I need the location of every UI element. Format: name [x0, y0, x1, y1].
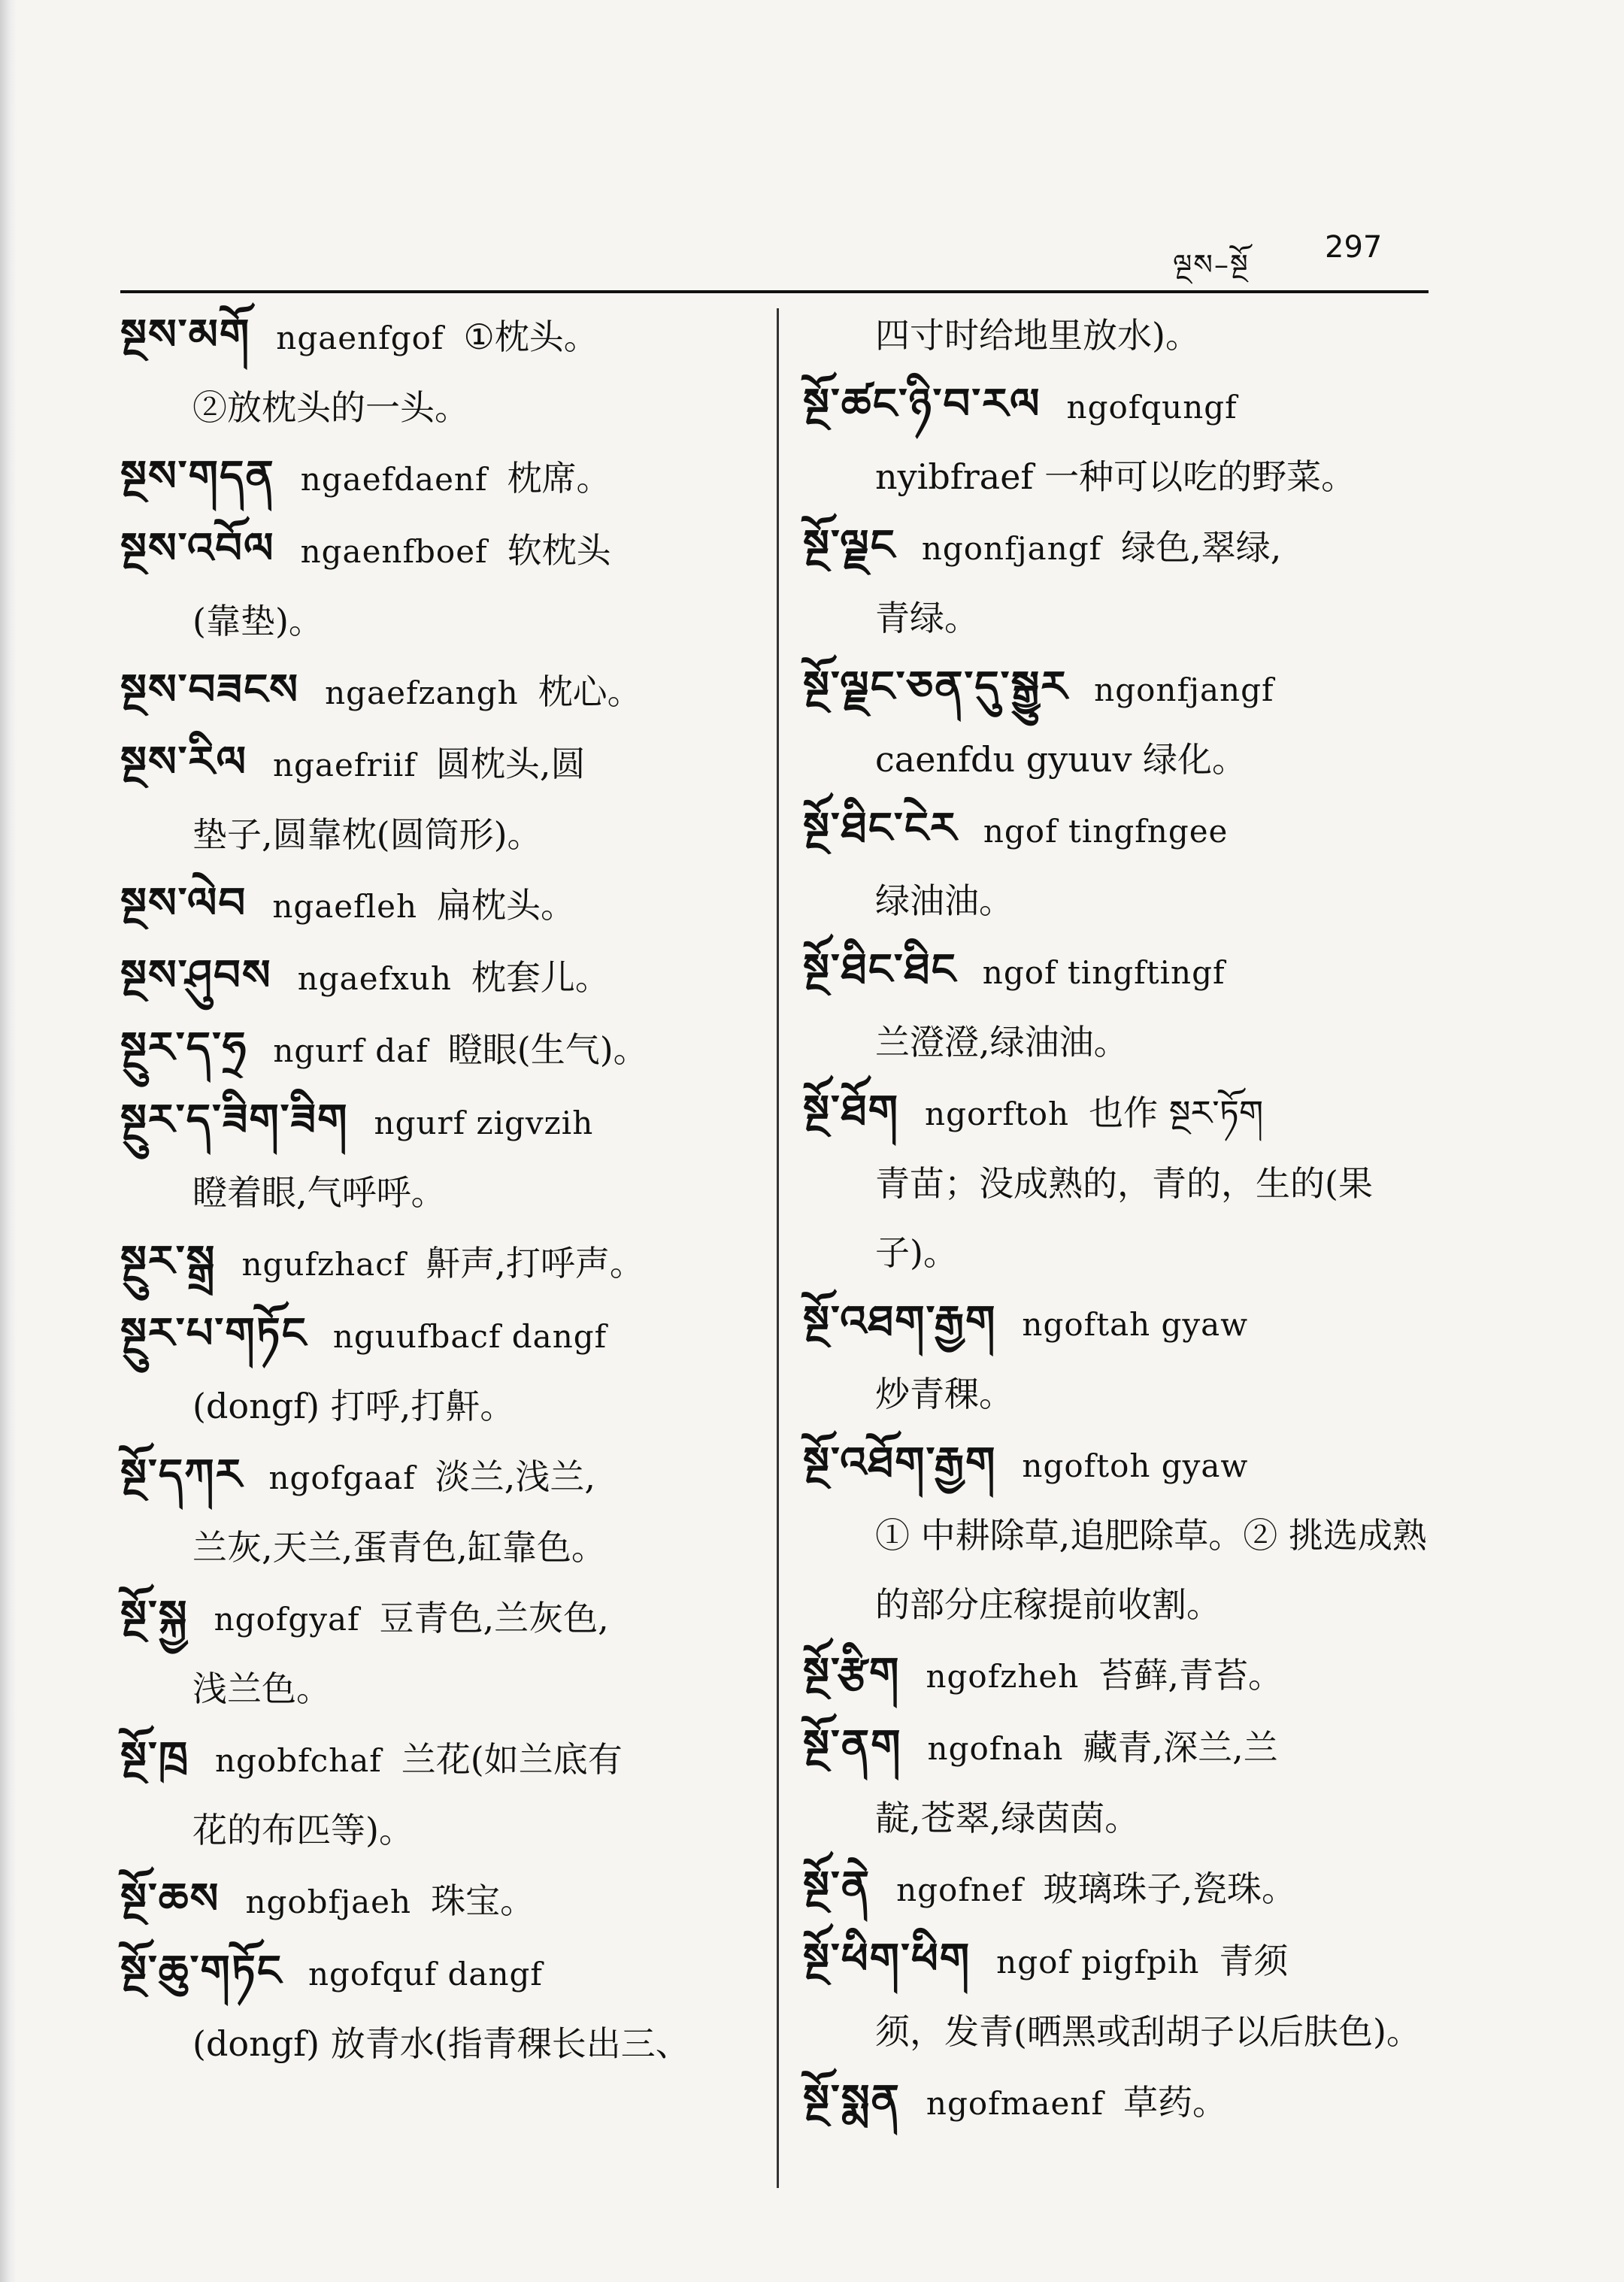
headword-tibetan: སྔོ་ལྗང་ཅན་དུ་སྒྱུར	[803, 662, 1069, 711]
dictionary-entry	[120, 301, 759, 442]
headword-tibetan: སྔོ་ལྗང	[803, 521, 896, 570]
dictionary-entry	[803, 1639, 1442, 1711]
definition-continued: caenfdu gyuuv 绿化。	[875, 739, 1247, 780]
definition-continued: (dongf) 放青水(指青稞长出三、	[192, 2023, 690, 2064]
dictionary-entry	[803, 935, 1442, 1077]
headword-tibetan: སྔོ་ཆས	[120, 1874, 220, 1923]
headword-tibetan: སྔུར་ད་ཧྲ	[120, 1023, 248, 1072]
dictionary-entry	[120, 941, 759, 1014]
romanization: ngofnef	[896, 1871, 1024, 1908]
dictionary-entry	[803, 1287, 1442, 1429]
romanization: ngoftah gyaw	[1022, 1306, 1249, 1343]
definition: 玻璃珠子,瓷珠。	[1043, 1868, 1296, 1909]
headword-tibetan: སྔོ་འཐོག་རྒྱག	[803, 1438, 997, 1487]
headword-tibetan: སྔོ་འཐག་རྒྱག	[803, 1297, 997, 1346]
definition-continued: ②放枕头的一头。	[192, 387, 469, 428]
definition-continued: (靠垫)。	[192, 601, 323, 641]
right-entries	[803, 370, 1442, 2138]
dictionary-entry	[803, 1429, 1442, 1639]
romanization: ngoftoh gyaw	[1022, 1447, 1249, 1484]
headword-tibetan: སྔས་རིལ	[120, 738, 247, 786]
definition-continued: 青绿。	[875, 598, 979, 638]
romanization: ngofgaaf	[268, 1459, 416, 1496]
definition: 圆枕头,圆	[435, 744, 586, 784]
headword-tibetan: སྔས་ལེབ	[120, 879, 247, 928]
dictionary-entry	[120, 1441, 759, 1582]
headword-tibetan: སྔོ་ཚང་ཉི་བ་རལ	[803, 380, 1041, 429]
definition: 草药。	[1123, 2082, 1228, 2123]
headword-tibetan: སྔོ་རྩིག	[803, 1649, 901, 1698]
definition: 枕套儿。	[471, 957, 610, 998]
definition-continued: 花的布匹等)。	[192, 1810, 414, 1850]
romanization: ngonfjangf	[921, 530, 1102, 567]
romanization: ngaefriif	[272, 747, 417, 783]
dictionary-entry	[120, 442, 759, 514]
headword-tibetan: སྔོ་ཐོག	[803, 1086, 900, 1135]
right-column	[803, 301, 1442, 2138]
romanization: ngonfjangf	[1094, 671, 1274, 708]
definition-continued: 兰澄澄,绿油油。	[875, 1022, 1129, 1062]
dictionary-entry	[803, 1711, 1442, 1853]
romanization: ngof tingfngee	[983, 813, 1229, 850]
page-edge	[0, 0, 17, 2282]
headword-tibetan: སྔོ་ཁྲ	[120, 1733, 189, 1782]
definition-continued: 靛,苍翠,绿茵茵。	[875, 1798, 1140, 1838]
headword-tibetan: སྔོ་སྨན	[803, 2076, 901, 2125]
definition: 青须	[1219, 1941, 1289, 1981]
dictionary-entry	[803, 1077, 1442, 1287]
romanization: ngofnah	[927, 1730, 1064, 1767]
dictionary-entry	[120, 1014, 759, 1086]
definition-continued: 绿油油。	[875, 880, 1013, 921]
dictionary-entry	[120, 656, 759, 728]
headword-tibetan: སྔས་ཤུབས	[120, 951, 272, 1000]
romanization: ngof tingftingf	[982, 954, 1226, 991]
definition: 枕心。	[538, 671, 642, 712]
headword-tibetan: སྔོ་ནེ	[803, 1862, 871, 1911]
romanization: ngaefxuh	[297, 960, 452, 997]
romanization: ngofgyaf	[214, 1601, 360, 1638]
definition: ①枕头。	[463, 317, 598, 357]
romanization: ngobfjaeh	[245, 1883, 412, 1920]
romanization: ngaefzangh	[325, 674, 519, 711]
headword-tibetan: སྔས་མགོ	[120, 311, 251, 359]
definition: 软枕头	[507, 530, 611, 571]
definition: 淡兰,浅兰,	[435, 1456, 596, 1497]
romanization: ngurf daf	[273, 1032, 429, 1069]
dictionary-entry	[803, 1853, 1442, 1925]
definition: 苔藓,青苔。	[1098, 1655, 1283, 1696]
definition: 也作 སྔར་ཏོག	[1089, 1093, 1264, 1133]
dictionary-entry	[120, 1299, 759, 1441]
headword-tibetan: སྔོ་ནག	[803, 1721, 902, 1770]
romanization: ngofmaenf	[926, 2085, 1104, 2122]
dictionary-entry	[120, 869, 759, 941]
headword-tibetan: སྔོ་ཐིང་ངེར	[803, 804, 958, 853]
definition: 扁枕头。	[437, 885, 576, 926]
definition-continued: 浅兰色。	[192, 1668, 331, 1709]
headword-tibetan: སྔོ་ཕིག་ཕིག	[803, 1935, 971, 1983]
dictionary-entry	[120, 1582, 759, 1723]
definition-continued: 垫子,圆靠枕(圆筒形)。	[192, 814, 542, 855]
dictionary-entry	[803, 511, 1442, 653]
dictionary-entry	[803, 2066, 1442, 2138]
definition-continued: 炒青稞。	[875, 1374, 1013, 1414]
romanization: nguufbacf dangf	[332, 1318, 607, 1355]
headword-tibetan: སྔུར་པ་གཏོང	[120, 1309, 308, 1358]
definition: 鼾声,打呼声。	[426, 1243, 644, 1283]
headword-tibetan: སྔོ་ཆུ་གཏོང	[120, 1947, 283, 1996]
headword-tibetan: སྔས་བཟངས	[120, 665, 300, 714]
definition: 绿色,翠绿,	[1121, 527, 1282, 568]
headword-tibetan: སྔུར་སྒྲ	[120, 1237, 217, 1286]
definition-continued: 须，发青(晒黑或刮胡子以后肤色)。	[875, 2011, 1421, 2052]
page-number: 297	[1325, 230, 1383, 265]
definition: 枕席。	[507, 458, 611, 499]
romanization: ngofzheh	[926, 1658, 1080, 1695]
definition-continued: 瞪着眼,气呼呼。	[192, 1172, 446, 1213]
romanization: ngaefdaenf	[300, 461, 488, 498]
definition-continued: (dongf) 打呼,打鼾。	[192, 1386, 515, 1426]
headword-tibetan: སྔས་འབོལ	[120, 524, 275, 573]
definition-continued: 青苗；没成熟的，青的，生的(果子)。	[875, 1163, 1373, 1273]
left-column	[120, 301, 759, 2078]
dictionary-entry	[120, 514, 759, 656]
dictionary-entry	[120, 728, 759, 869]
definition: 兰花(如兰底有	[401, 1739, 623, 1780]
definition: 珠宝。	[431, 1880, 535, 1921]
carryover-text: 四寸时给地里放水)。	[875, 315, 1200, 356]
romanization: ngorftoh	[925, 1096, 1070, 1132]
definition-continued: nyibfraef 一种可以吃的野菜。	[875, 456, 1356, 497]
headword-tibetan: སྔས་གདན	[120, 452, 275, 501]
romanization: ngufzhacf	[241, 1246, 407, 1283]
dictionary-entry	[120, 1723, 759, 1865]
romanization: ngaefleh	[272, 888, 418, 925]
romanization: ngurf zigvzih	[374, 1105, 594, 1141]
romanization: ngof pigfpih	[996, 1944, 1200, 1980]
headword-tibetan: སྔུར་ད་ཟིག་ཟིག	[120, 1096, 349, 1144]
dictionary-entry	[803, 653, 1442, 794]
definition: 豆青色,兰灰色,	[379, 1598, 609, 1638]
dictionary-entry	[120, 1937, 759, 2078]
page-header	[0, 226, 1624, 286]
definition-continued: ① 中耕除草,追肥除草。② 挑选成熟的部分庄稼提前收割。	[875, 1515, 1427, 1625]
headword-tibetan: སྔོ་ཐིང་ཐིང	[803, 945, 957, 994]
headword-tibetan: སྔོ་སྐྱ	[120, 1592, 189, 1641]
romanization: ngaenfgof	[276, 320, 444, 356]
definition-continued: 兰灰,天兰,蛋青色,缸靠色。	[192, 1527, 606, 1568]
dictionary-entry	[120, 1086, 759, 1227]
romanization: ngobfchaf	[214, 1742, 382, 1779]
definition: 藏青,深兰,兰	[1083, 1727, 1278, 1768]
romanization: ngofqungf	[1066, 389, 1238, 426]
dictionary-entry	[803, 370, 1442, 511]
dictionary-entry	[803, 1925, 1442, 2066]
romanization: ngofquf dangf	[308, 1956, 543, 1993]
guide-word: ལྔས–སྔོ	[1173, 248, 1250, 281]
column-divider	[777, 308, 779, 2188]
header-rule	[120, 290, 1429, 293]
dictionary-entry	[120, 1865, 759, 1937]
headword-tibetan: སྔོ་དཀར	[120, 1450, 244, 1499]
definition: 瞪眼(生气)。	[447, 1029, 648, 1070]
dictionary-entry	[803, 794, 1442, 935]
dictionary-entry	[120, 1227, 759, 1299]
romanization: ngaenfboef	[300, 533, 488, 570]
